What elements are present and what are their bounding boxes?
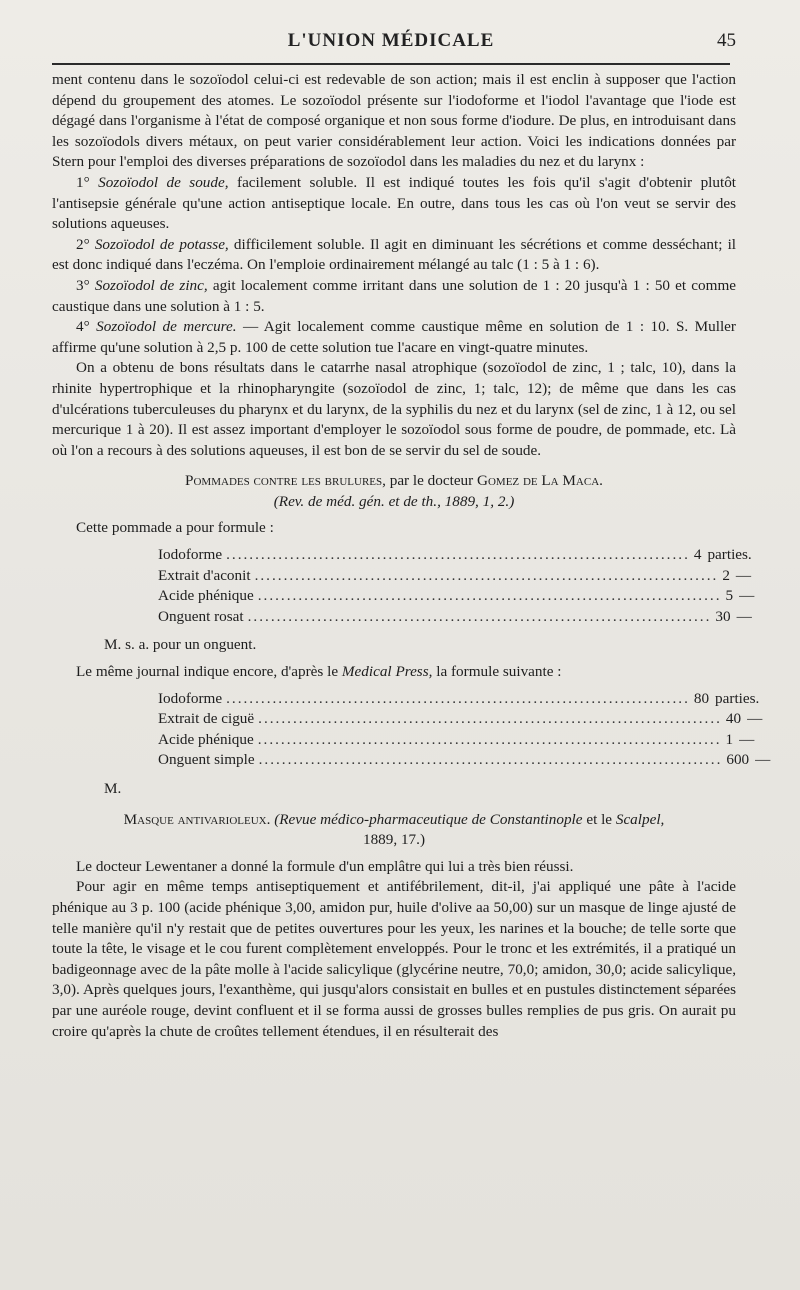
section-heading (52, 810, 736, 831)
ingredient-name: Iodoforme (158, 546, 223, 564)
recipe-closing: M. (104, 780, 122, 797)
ingredient-quantity: 80 (693, 689, 710, 707)
ingredient-name: Acide phénique (158, 587, 254, 605)
ingredient-quantity: 1 (725, 730, 734, 748)
leader-dots: ................................................................................ (257, 587, 722, 605)
recipe-row (52, 586, 755, 607)
ingredient-unit: parties. (707, 546, 752, 564)
item-number: 4° (76, 318, 90, 336)
section-source: (Revue médico-pharmaceutique de Constantinople (274, 810, 583, 828)
recipe-intro: Cette pommade a pour formule : (76, 519, 274, 537)
section-source-join: et le (582, 810, 616, 828)
section-title: Pommades contre les brulures, (185, 472, 386, 490)
section-title: Masque antivarioleux. (123, 810, 271, 828)
ingredient-quantity: 30 (715, 607, 731, 625)
recipe-table (52, 545, 755, 627)
ingredient-unit: — (747, 710, 763, 728)
item-number: 3° (76, 276, 90, 294)
item-text: agit localement comme irritant dans une solution de 1 : 20 jusqu'à 1 : 50 et comme caustique dans une solution à 1 : 5. (52, 276, 737, 315)
item-name: Sozoïodol de soude, (98, 173, 229, 191)
ingredient-unit: — (739, 730, 755, 748)
section-source-date: 1889, 17.) (362, 831, 425, 849)
section-source: (Rev. de méd. gén. et de th., 1889, 1, 2.) (273, 492, 515, 510)
list-item (52, 235, 736, 276)
page-number: 45 (717, 30, 736, 51)
intro-text: Le même journal indique encore, d'après le (76, 663, 342, 681)
item-number: 2° (76, 235, 90, 253)
recipe-row (52, 566, 752, 587)
leader-dots: ................................................................................ (258, 751, 723, 769)
ingredient-unit: — (735, 566, 752, 584)
recipe-closing: M. s. a. pour un onguent. (104, 636, 257, 654)
header-rule (52, 63, 730, 65)
ingredient-name: Iodoforme (158, 689, 223, 707)
ingredient-name: Extrait de ciguë (158, 710, 255, 728)
paragraph: On a obtenu de bons résultats dans le catarrhe nasal atrophique (sozoïodol de zinc, 1 ; talc, 10), dans la rhinite hypertrophique et la rhinopharyngite (sozoïodol de zinc, 1; talc, 12); de même que dans les cas d'ulcérations tuberculeuses du pharynx et du larynx, de la syphilis du nez et du larynx (sel de zinc, 1 à 12, ou sel mercurique 1 à 20). Il est assez important d'employer le sozoïodol sous forme de poudre, de pommade, etc. Là où l'on a recours à des solutions aqueuses, il est bon de se servir du sel de soude. (52, 359, 736, 459)
item-name: Sozoïodol de mercure. (96, 318, 237, 336)
recipe-row (52, 750, 771, 771)
list-item (52, 173, 736, 235)
ingredient-name: Onguent rosat (158, 607, 244, 625)
article-body (52, 70, 771, 1042)
recipe-row (52, 709, 763, 730)
item-text: facilement soluble. Il est indiqué toutes les fois qu'il s'agit d'obtenir plutôt l'antisepsie générale qu'une action antiseptique locale. En outre, dans tous les cas où l'on veut se servir des solutions aqueuses. (52, 173, 737, 233)
ingredient-quantity: 600 (726, 751, 750, 769)
leader-dots: ................................................................................ (226, 546, 690, 564)
journal-name: Medical Press, (341, 663, 433, 681)
recipe-row (52, 607, 752, 628)
leader-dots: ................................................................................ (254, 566, 719, 584)
item-name: Sozoïodol de zinc, (94, 276, 208, 294)
paragraph: ment contenu dans le sozoïodol celui-ci est redevable de son action; mais il est enclin à supposer que l'action dépend du groupement des atomes. Le sozoïodol présente sur l'iodoforme et l'iodol l'avantage que l'iode est dégagé dans l'organisme à l'état de composé organique et non sous forme d'iodure. De plus, en introduisant dans les sozoïodols divers métaux, on peut varier considérablement leur action. Voici les indications données par Stern pour l'emploi des diverses préparations de sozoïodol dans les maladies du nez et du larynx : (52, 71, 736, 171)
paragraph: Pour agir en même temps antiseptiquement et antifébrilement, dit-il, j'ai appliqué une pâte à l'acide phénique au 3 p. 100 (acide phénique 3,00, amidon pur, huile d'olive aa 50,00) sur un masque de linge ajusté de telle manière qu'il n'y restait que de petites ouvertures pour les yeux, les narines et la bouche; de telle sorte que toute la tête, le visage et le cou furent complètement enveloppés. Pour le tronc et les extrémités, il a pratiqué un badigeonnage avec de la pâte molle à l'acide salicylique (glycérine neutre, 70,0; amidon, 30,0; acide salicylique, 3,0). Après quelques jours, l'exanthème, qui jusqu'alors consistait en bulles et en pustules distinctement séparées par une auréole rouge, devint confluent et il se forma aussi de grosses bulles remplies de pus gris. On aurait pu croire qu'après la chute de croûtes tellement étendues, il en résulterait des (52, 878, 736, 1040)
recipe-intro (52, 662, 736, 683)
ingredient-unit: — (736, 607, 752, 625)
ingredient-quantity: 4 (693, 546, 702, 564)
section-heading (52, 471, 736, 492)
ingredient-name: Onguent simple (158, 751, 255, 769)
recipe-row (52, 730, 755, 751)
section-source: Scalpel, (615, 810, 665, 828)
list-item (52, 317, 736, 358)
ingredient-unit: — (739, 587, 755, 605)
item-number: 1° (76, 173, 90, 191)
item-text: — Agit localement comme caustique même en solution de 1 : 10. S. Muller affirme qu'une solution à 2,5 p. 100 de cette solution tue l'acare en vingt-quatre minutes. (52, 318, 736, 356)
ingredient-quantity: 40 (725, 710, 742, 728)
paragraph: Le docteur Lewentaner a donné la formule d'un emplâtre qui lui a très bien réussi. (76, 857, 574, 875)
recipe-table (52, 689, 771, 771)
ingredient-quantity: 2 (722, 566, 730, 584)
leader-dots: ................................................................................ (226, 689, 690, 707)
running-title: L'UNION MÉDICALE (287, 30, 495, 51)
page-header (52, 30, 736, 58)
leader-dots: ................................................................................ (247, 607, 712, 625)
leader-dots: ................................................................................ (257, 730, 722, 748)
ingredient-quantity: 5 (725, 587, 734, 605)
recipe-row (52, 545, 752, 566)
ingredient-name: Acide phénique (158, 730, 254, 748)
section-author: Gomez de La Maca. (477, 472, 603, 490)
ingredient-name: Extrait d'aconit (158, 566, 251, 584)
intro-text: la formule suivante : (432, 663, 562, 681)
section-by: par le docteur (385, 472, 478, 490)
item-text: difficilement soluble. Il agit en diminuant les sécrétions et comme desséchant; il est donc indiqué dans l'eczéma. On l'emploie ordinairement mélangé au talc (1 : 5 à 1 : 6). (52, 235, 737, 274)
list-item (52, 276, 736, 317)
recipe-row (52, 689, 760, 710)
ingredient-unit: parties. (715, 689, 760, 707)
item-name: Sozoïodol de potasse, (94, 235, 229, 253)
leader-dots: ................................................................................ (258, 710, 722, 728)
ingredient-unit: — (755, 751, 771, 769)
